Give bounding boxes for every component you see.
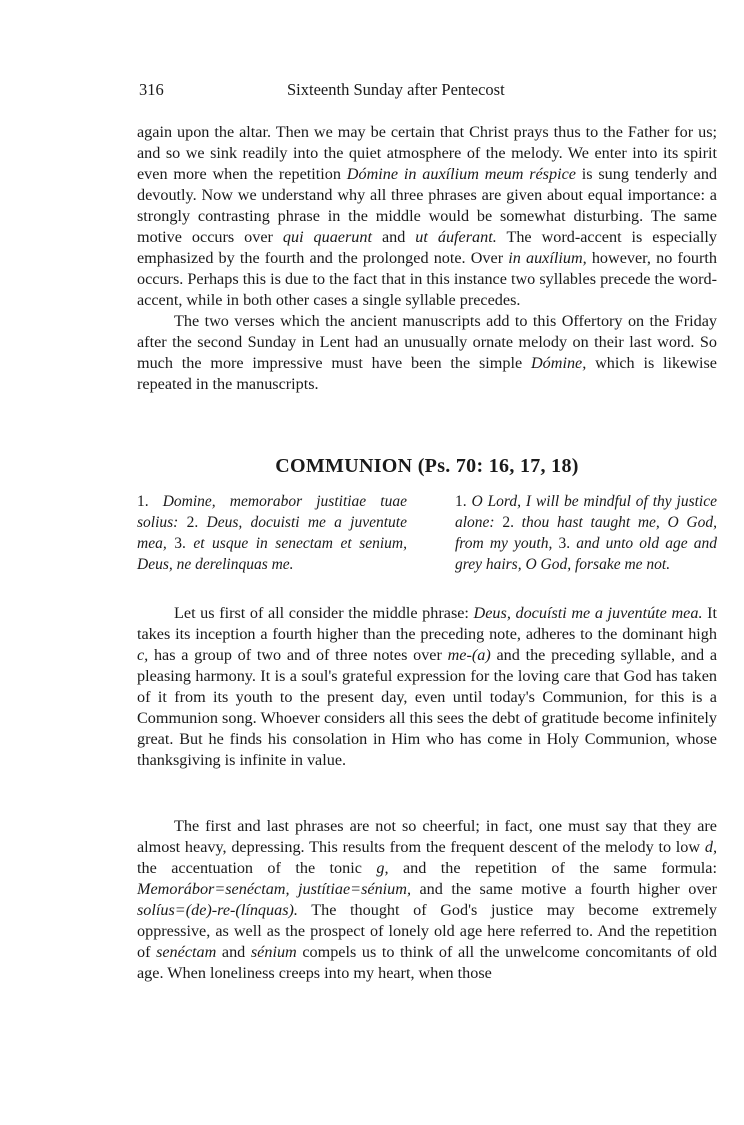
- page-number: 316: [139, 80, 164, 99]
- text-span: has a group of two and of three notes over: [148, 646, 448, 664]
- emphasis: Deus, docuísti me a juventúte mea.: [473, 604, 703, 622]
- emphasis: solíus=(de)-re-(línquas).: [137, 901, 298, 919]
- verse-number: 1.: [137, 493, 149, 510]
- emphasis: Dómine in auxílium meum réspice: [346, 165, 576, 183]
- text-span: compels us to think of all the unwelcome concomitants of old age. When loneliness creeps into my heart, when those: [137, 943, 717, 982]
- text-span: The first and last phrases are not so cheerful; in fact, one must say that they are almost heavy, depressing. This results from the frequent descent of the melody to low: [137, 817, 717, 856]
- verse-number: 1.: [455, 493, 467, 510]
- text-span: however, no fourth occurs. Perhaps this is due to the fact that in this instance two syllables precede the word-accent, while in both other cases a single syllable precedes.: [137, 249, 717, 309]
- verse-text: and unto old age and grey hairs, O God, forsake me not.: [455, 535, 717, 573]
- text-span: and the repetition of the same formula:: [388, 859, 717, 877]
- emphasis: g,: [376, 859, 389, 877]
- emphasis: Dómine,: [530, 354, 587, 372]
- verse-number: 3.: [558, 535, 571, 552]
- emphasis: in auxílium,: [508, 249, 587, 267]
- text-span: the accentuation of the tonic: [137, 859, 377, 877]
- emphasis: c,: [137, 646, 149, 664]
- verse-number: 3.: [174, 535, 186, 552]
- offertory-commentary: [137, 122, 717, 395]
- psalm-reference: (Ps. 70: 16, 17, 18): [417, 455, 579, 477]
- text-span: and the same motive a fourth higher over: [411, 880, 717, 898]
- emphasis: qui quaerunt: [282, 228, 372, 246]
- emphasis: sénium: [250, 943, 297, 961]
- text-span: again upon the altar. Then we may be certain that Christ prays thus to the Father for us; and so we sink readily into the quiet atmosphere of the melody. We enter into its spirit even more when the repetition: [137, 123, 717, 183]
- text-span: The thought of God's justice may become extremely oppressive, as well as the prospect of lonely old age here referred to. And the repetition of: [137, 901, 717, 961]
- text-span: The word-accent is especially emphasized by the fourth and the prolonged note. Over: [137, 228, 718, 267]
- paragraph-4: [137, 816, 717, 984]
- verse-text: et usque in senectam et senium, Deus, ne derelinquas me.: [137, 535, 407, 573]
- text-span: which is likewise repeated in the manuscripts.: [137, 354, 717, 393]
- emphasis: me-(a): [447, 646, 491, 664]
- communion-commentary: [137, 603, 717, 771]
- emphasis: senéctam: [156, 943, 217, 961]
- page-header: [137, 80, 717, 104]
- verse-number: 2.: [502, 514, 514, 531]
- emphasis: Memorábor=senéctam, justítiae=sénium,: [137, 880, 411, 898]
- text-span: Let us first of all consider the middle phrase:: [174, 604, 474, 622]
- text-span: is sung tenderly and devoutly. Now we understand why all three phrases are given about equal importance: a strongly contrasting phrase in the middle would be somewhat disturbing. The same motive occurs over: [137, 165, 718, 246]
- verse-text: Domine, memorabor justitiae tuae solius:: [137, 493, 407, 531]
- verse-text: thou hast taught me, O God, from my youth,: [455, 514, 717, 552]
- english-column: [455, 491, 717, 575]
- text-span: and: [216, 943, 251, 961]
- section-heading: [137, 455, 717, 478]
- text-span: It takes its inception a fourth higher than the preceding note, adheres to the dominant high: [137, 604, 718, 643]
- verse-number: 2.: [186, 514, 199, 531]
- text-span: and the preceding syllable, and a pleasing harmony. It is a soul's grateful expression for the loving care that God has taken of it from its youth to the present day, even until today's Communion, for this is a Communion song. Whoever considers all this sees the debt of gratitude become infinitely great. But he finds his consolation in Him who has come in Holy Communion, whose thanksgiving is infinite in value.: [137, 646, 717, 769]
- latin-column: [137, 491, 407, 575]
- communion-commentary-2: [137, 816, 717, 984]
- emphasis: ut áuferant.: [415, 228, 497, 246]
- paragraph-3: [137, 603, 717, 771]
- paragraph-2: [137, 311, 717, 395]
- section-title: COMMUNION: [275, 455, 413, 477]
- text-span: and: [371, 228, 416, 246]
- text-span: The two verses which the ancient manuscripts add to this Offertory on the Friday after the second Sunday in Lent had an unusually ornate melody on their last word. So much the more impressive must have been the simple: [137, 312, 717, 372]
- verse-text: O Lord, I will be mindful of thy justice alone:: [455, 493, 717, 531]
- running-head: Sixteenth Sunday after Pentecost: [287, 80, 505, 99]
- emphasis: d,: [704, 838, 717, 856]
- verse-text: Deus, docuisti me a juventute mea,: [137, 514, 407, 552]
- paragraph-1: [137, 122, 717, 311]
